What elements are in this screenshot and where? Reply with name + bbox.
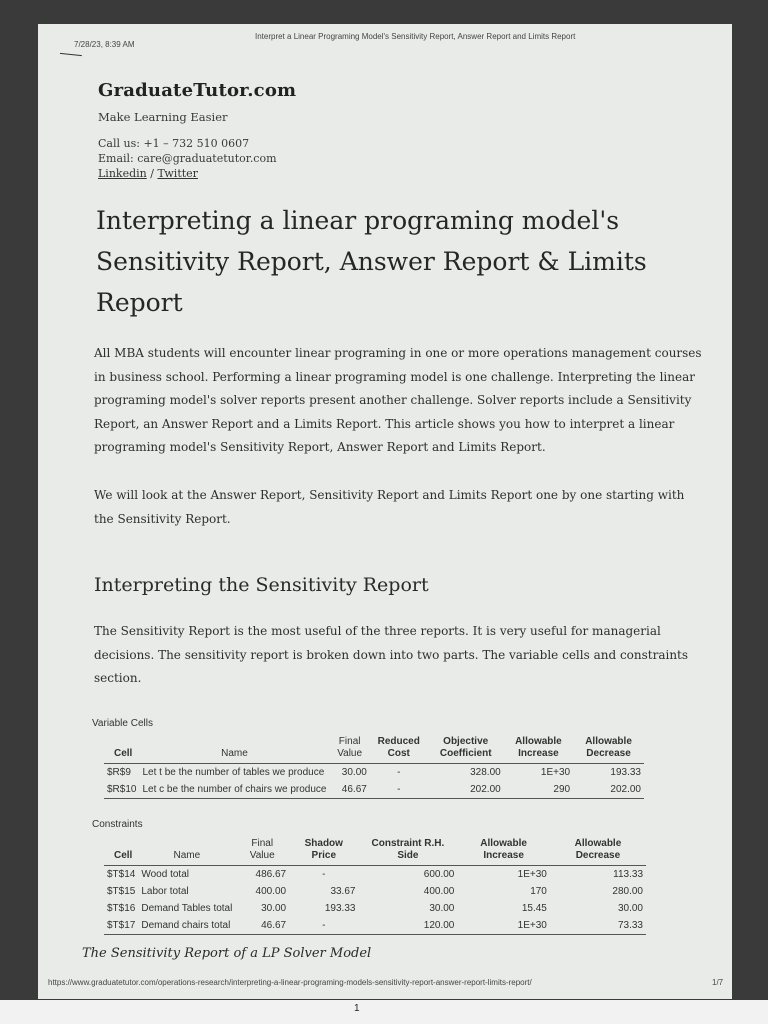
lookahead-paragraph: We will look at the Answer Report, Sensitivity Report and Limits Report one by one starting with the Sensitivity Report. [94,488,685,526]
col-header: Name [139,734,329,764]
section-paragraph: The Sensitivity Report is the most useful of the three reports. It is very useful for managerial decisions. The sensitivity report is broken down into two parts. The variable cells and constraints section. [94,624,689,685]
table-cell: 202.00 [573,781,644,799]
social-links [98,167,198,180]
figure-caption: The Sensitivity Report of a LP Solver Model [82,946,372,961]
table-cell: $R$10 [104,781,139,799]
table-cell: - [289,917,358,935]
linkedin-link[interactable]: Linkedin [98,167,147,180]
col-header: Final Value [235,836,289,866]
table-cell: 30.00 [429,903,455,914]
table-cell: Demand Tables total [141,903,233,914]
table-cell: 46.67 [235,917,289,935]
scan-margin [0,1000,768,1024]
variable-cells-table [104,734,644,799]
table-row [104,917,646,935]
table-cell: - [322,869,326,880]
table-cell: 400.00 [423,886,455,897]
table-cell: $T$15 [107,886,136,897]
col-header: Final Value [329,734,369,764]
print-header-title: Interpret a Linear Programing Model's Sensitivity Report, Answer Report and Limits Report [255,32,576,41]
table-cell: Labor total [141,886,189,897]
table-cell: Let c be the number of chairs we produce [139,781,329,799]
table-cell: 1E+30 [457,917,550,935]
table-cell: 15.45 [521,903,547,914]
table-cell: - [397,767,401,778]
table-cell: 120.00 [358,917,457,935]
table-row [104,900,646,917]
section-heading: Interpreting the Sensitivity Report [94,574,429,596]
table-cell: Wood total [141,869,189,880]
table-row [104,866,646,884]
col-header: Allowable Decrease [573,734,644,764]
table-cell: $T$14 [107,869,136,880]
twitter-link[interactable]: Twitter [157,167,198,180]
col-header: Allowable Increase [504,734,573,764]
table-cell: 202.00 [428,781,504,799]
col-header: Cell [104,734,139,764]
col-header: Cell [104,836,138,866]
table-cell: $T$16 [107,903,136,914]
table-cell: 170 [530,886,547,897]
table-cell: 193.33 [324,903,356,914]
col-header: Constraint R.H. Side [358,836,457,866]
table-cell: Demand chairs total [138,917,235,935]
article-title: Interpreting a linear programing model's Sensitivity Report, Answer Report & Limits Report [96,206,647,317]
contact-phone: Call us: +1 – 732 510 0607 [98,137,250,150]
variable-cells-label: Variable Cells [92,718,153,729]
table-row [104,781,644,799]
table-cell: 400.00 [255,886,287,897]
table-row [104,764,644,782]
table-cell: 113.33 [613,869,643,880]
table-cell: 33.67 [330,886,356,897]
table-cell: $T$17 [104,917,138,935]
intro-paragraph: All MBA students will encounter linear programing in one or more operations management courses in business school. Performing a linear programing model is one challenge. Interpreting the linear programing model's solver reports present another challenge. Solver reports include a Sensitivity Report, an Answer Report and a Limits Report. This article shows you how to interpret a linear programing model's Sensitivity Report, Answer Report and Limits Report. [94,346,702,454]
constraints-table [104,836,646,935]
table-cell: 30.00 [341,767,367,778]
table-cell: 193.33 [610,767,641,778]
table-cell: 1E+30 [517,869,547,880]
print-footer-url: https://www.graduatetutor.com/operations-research/interpreting-a-linear-programing-models-sensitivity-report-answer-report-limits-report/ [48,978,532,987]
brand-name: GraduateTutor.com [98,80,297,101]
social-separator: / [146,167,158,180]
table-cell: $R$9 [107,767,131,778]
table-cell: 30.00 [261,903,287,914]
col-header: Name [138,836,235,866]
print-timestamp: 7/28/23, 8:39 AM [74,40,135,49]
table-cell: Let t be the number of tables we produce [142,767,325,778]
page-number: 1 [354,1003,360,1014]
col-header: Shadow Price [289,836,358,866]
col-header: Reduced Cost [370,734,428,764]
contact-email: Email: care@graduatetutor.com [98,152,277,165]
col-header: Objective Coefficient [428,734,504,764]
table-cell: 46.67 [329,781,369,799]
brand-tagline: Make Learning Easier [98,110,228,124]
table-cell: 280.00 [612,886,643,897]
constraints-label: Constraints [92,819,143,830]
table-row [104,883,646,900]
print-page-count: 1/7 [712,978,724,987]
table-cell: 486.67 [255,869,287,880]
table-cell: 30.00 [617,903,643,914]
table-cell: 73.33 [550,917,646,935]
table-cell: 290 [504,781,573,799]
table-cell: 1E+30 [540,767,571,778]
table-cell: 328.00 [470,767,501,778]
table-cell: - [370,781,428,799]
col-header: Allowable Decrease [550,836,646,866]
col-header: Allowable Increase [457,836,550,866]
table-cell: 600.00 [423,869,455,880]
